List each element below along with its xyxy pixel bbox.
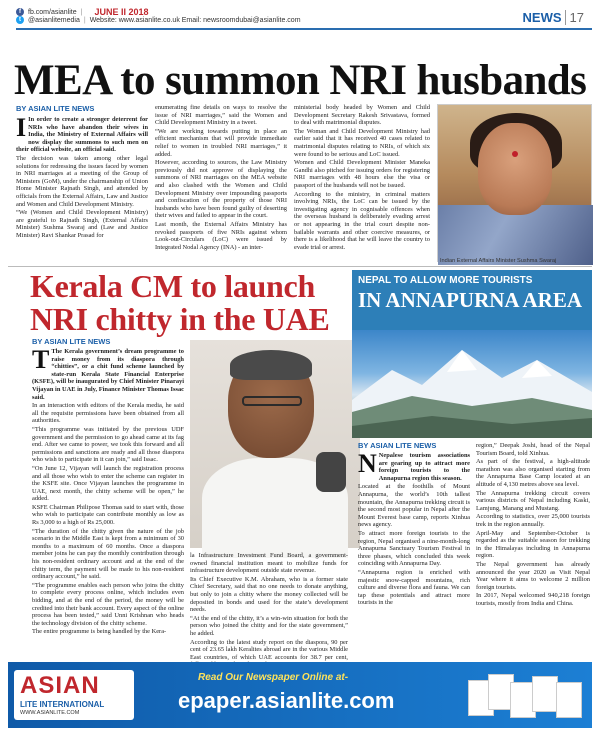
sushma-swaraj-photo: [437, 104, 592, 262]
article3-column-2: [476, 442, 590, 660]
newspaper-thumbnail: [556, 682, 582, 718]
article1-headline: MEA to summon NRI husbands: [14, 57, 587, 104]
article3-paragraph: Located at the foothills of Mount Annapurna, the world’s 10th tallest mountain, the Annapurna trekking circuit is the second most popular in Nepal after the Mount Everest base camp, reports Xinhua news agency.: [358, 483, 470, 529]
ad-tagline: Read Our Newspaper Online at-: [198, 672, 349, 683]
article1-paragraph: However, according to sources, the Law Ministry previously did not approve of displaying the summons of NRI marriages on the MEA website and also clashed with the Women and Child Development Ministry over impounding passports and confiscation of the property of those NRI husbands who have been found guilty of deserting their wives and failed to appear in the court.: [155, 159, 287, 220]
page-number: 17: [565, 10, 584, 25]
section-name: NEWS: [522, 10, 562, 25]
website-line: Website: www.asianlite.co.uk Email: newsroomdubai@asianlite.com: [89, 16, 301, 24]
article3-paragraph: In 2017, Nepal welcomed 940,218 foreign tourists, mostly from India and China.: [476, 592, 590, 607]
issue-date: JUNE II 2018: [94, 7, 149, 17]
article3-paragraph: “Annapurna region is enriched with majestic snow-capped mountains, rich culture and diverse flora and fauna. We can tap these potentials and attract more tourists in the: [358, 568, 470, 607]
article1-lead: In order to create a stronger deterrent for NRIs who have abandon their wives in India, the Ministry of External Affairs will now display the summons to such men on their official website, an official said.: [16, 116, 148, 154]
article1-column-2: [155, 104, 287, 264]
article2-paragraph: “On June 12, Vijayan will launch the registration process and all those who wish to enter the scheme can register in the KSFE site. Once Vijayan launches the programme in UAE, next month, the chitty scheme will be open,” he added.: [32, 464, 184, 503]
article1-paragraph: ministerial body headed by Women and Child Development Secretary Rakesh Srivastava, formed to deal with matrimonial disputes.: [294, 104, 430, 127]
epaper-advertisement[interactable]: [8, 662, 592, 728]
article3-paragraph: April-May and September-October is regarded as the suitable season for trekking in the Himalayas including in Annapurna region.: [476, 529, 590, 560]
twitter-icon: t: [16, 16, 24, 24]
article1-paragraph: Last month, the External Affairs Ministry has revoked passports of five NRIs against whom Look-out-Circulars (LoC) were issued by Integrated Nodal Agency (INA) - an inter-: [155, 220, 287, 251]
mountain-illustration: [352, 330, 592, 438]
article2-paragraph: “The duration of the chitty given the nature of the job scenario in the Middle East is kept from a minimum of 30 months to a maximum of 60 months. Once a diaspora member joins he can pay the monthly contribution through his non-resident ordinary account and at the end of the chitty term, the payment will be made to his non-resident ordinary account,” he said.: [32, 527, 184, 581]
article2-paragraph: KSFE Chairman Philipose Thomas said to start with, those who wish to participate can contribute monthly as low as Rs 3,000 to a high of Rs 25,000.: [32, 503, 184, 527]
asian-lite-logo: [14, 670, 134, 720]
photo-caption: Indian External Affairs Minister Sushma Swaraj: [440, 258, 557, 264]
logo-url: WWW.ASIANLITE.COM: [20, 710, 80, 716]
article1-paragraph: According to the ministry, in criminal matters involving NRIs, the LoC can be issued by the investigating agency in cognisable offences when the overseas husband is deliberately evading arrest or not appearing in the trial court despite non-bailable warrants and other coercive measures, or there is a likelihood that he will leave the country to evade trial or arrest.: [294, 190, 430, 251]
article2-paragraph: “The programme enables each person who joins the chitty to complete every process online, which includes even bidding, and at the end of the period, the money will be credited into their bank account. Every aspect of the online process has been tested,” said Unni Krishnan who heads the technology division of the chitty scheme.: [32, 581, 184, 627]
article3-lead: Nepalese tourism associations are gearing up to attract more foreign tourists to the Annapurna region this season.: [378, 452, 470, 482]
article3-paragraph: To attract more foreign tourists to the region, Nepal organised a nine-month-long Annapurna Sanctuary Tourism Festival in three phases, which concluded this week coinciding with Annapurna Day.: [358, 529, 470, 568]
article3-paragraph: According to statistics, over 25,000 tourists trek in the region annually.: [476, 513, 590, 528]
annapurna-mountain-photo: [352, 330, 592, 438]
page-header: [8, 4, 592, 42]
article2-column-2: [190, 552, 348, 660]
dropcap: I: [16, 113, 27, 142]
pinarayi-vijayan-photo: [190, 340, 360, 548]
article1-paragraph: enumerating fine details on ways to resolve the issue of NRI marriages,” said the Women and Child Development Ministry in a tweet.: [155, 104, 287, 127]
article1-byline: BY ASIAN LITE NEWS: [16, 104, 95, 113]
article1-paragraph: Women and Child Development Minister Maneka Gandhi also pitched for issuing orders for registering NRI marriages with 48 hours else the visa or passport of the husbands will not be issued.: [294, 159, 430, 189]
article2-paragraph: “This programme was initiated by the previous UDF government and the permission to go ahead came at its fag end. After we came to power, we took this forward and all permissions and sanctions are ready and all those diaspora who wish to participate in it can join,” said Issac.: [32, 425, 184, 464]
facebook-icon: f: [16, 8, 24, 16]
article1-column-1: [16, 113, 148, 264]
section-divider: [8, 266, 592, 267]
article2-paragraph: Its Chief Executive K.M. Abraham, who is a former state Chief Secretary, said that no one needs to donate anything, but only to join a chitty where the money collected will be deposited in bonds and used for the state’s development needs.: [190, 575, 348, 614]
article2-paragraph: “At the end of the chitty, it’s a win-win situation for both the person who joined the chitty and for the state government,” he added.: [190, 614, 348, 637]
article1-paragraph: The decision was taken among other legal solutions for redressing the issues faced by women in NRI marriages at a meeting of the Group of Ministers (GoM), under the chairmanship of Union Home Minister Rajnath Singh, and attended by officials from the External Affairs, Law and Justice and Women and Child Development Ministry.: [16, 154, 148, 208]
facebook-link[interactable]: fb.com/asianlite: [28, 8, 77, 16]
logo-main-text: ASIAN: [20, 672, 100, 699]
article3-kicker: NEPAL TO ALLOW MORE TOURISTS: [358, 275, 533, 286]
newspaper-thumbnails: [468, 670, 586, 720]
header-contact-row: t @asianlitemedia | Website: www.asianlite.co.uk Email: newsroomdubai@asianlite.com: [16, 16, 301, 24]
article2-paragraph: The entire programme is being handled by the Kera-: [32, 628, 167, 636]
dropcap: T: [32, 345, 50, 374]
article3-byline: BY ASIAN LITE NEWS: [358, 441, 437, 450]
article2-headline: Kerala CM to launch NRI chitty in the UAE: [30, 268, 330, 337]
article2-paragraph: In an interaction with editors of the Kerala media, he said all the requisite permissions have been obtained from all authorities.: [32, 402, 184, 425]
epaper-link[interactable]: epaper.asianlite.com: [178, 688, 395, 713]
article2-lead: The Kerala government’s dream programme to raise money from its diaspora through “chitties”, or a chit fund scheme launched by state-run Kerala State Financial Enterprise (KSFE), will be inaugurated by Chief Minister Pinarayi Vijayan in UAE in July, Finance Minister Thomas Issac said.: [32, 348, 184, 401]
dropcap: N: [358, 449, 377, 478]
article2-paragraph: According to the latest study report on the diaspora, 90 per cent of 23.65 lakh Keralites abroad are in the various Middle East countries, of which UAE accounts for 38.7 per cent,: [190, 638, 348, 661]
article3-column-1: [358, 449, 470, 660]
twitter-link[interactable]: @asianlitemedia: [28, 16, 80, 24]
article3-headline-box: [352, 270, 592, 330]
logo-sub-text: LITE INTERNATIONAL: [20, 700, 105, 709]
article2-column-1: [32, 345, 184, 660]
article2-paragraph: la Infrastructure Investment Fund Board, a government-owned financial institution meant to mobilize funds for infrastructure development outside state revenue.: [190, 552, 348, 575]
article1-column-3: [294, 104, 430, 264]
article3-headline: IN ANNAPURNA AREA: [358, 288, 583, 312]
article2-byline: BY ASIAN LITE NEWS: [32, 337, 111, 346]
section-label: [523, 10, 584, 25]
article3-paragraph: The Annapurna trekking circuit covers various districts of Nepal including Kaski, Lamjung, Manang and Mustang.: [476, 489, 590, 512]
newspaper-thumbnail: [532, 676, 558, 712]
header-rule: [16, 28, 592, 30]
header-social-row: f fb.com/asianlite | JUNE II 2018: [16, 7, 149, 17]
article3-paragraph: The Nepal government has already announced the year 2020 as Visit Nepal Year where it aims to welcome 2 million foreign tourists.: [476, 560, 590, 591]
article3-paragraph: region,” Deepak Joshi, head of the Nepal Tourism Board, told Xinhua.: [476, 442, 590, 457]
article1-paragraph: “We are working towards putting in place an efficient mechanism that will provide immediate relief to women in troubled NRI marriages,” it added.: [155, 127, 287, 158]
article1-paragraph: “We (Women and Child Development Ministry) are grateful to Rajnath Singh, (External Affairs Minister) Sushma Swaraj and (Law and Justice Minister) Ravi Shankar Prasad for: [16, 209, 148, 239]
article3-paragraph: As part of the festival, a high-altitude marathon was also organised starting from the Annapurna Base Camp located at an altitude of 4,130 metres above sea level.: [476, 458, 590, 488]
article1-paragraph: The Woman and Child Development Ministry had earlier said that it has received 40 cases related to matrimonial disputes relating to NRIs, of which six were found to be serious and LoC issued.: [294, 127, 430, 158]
